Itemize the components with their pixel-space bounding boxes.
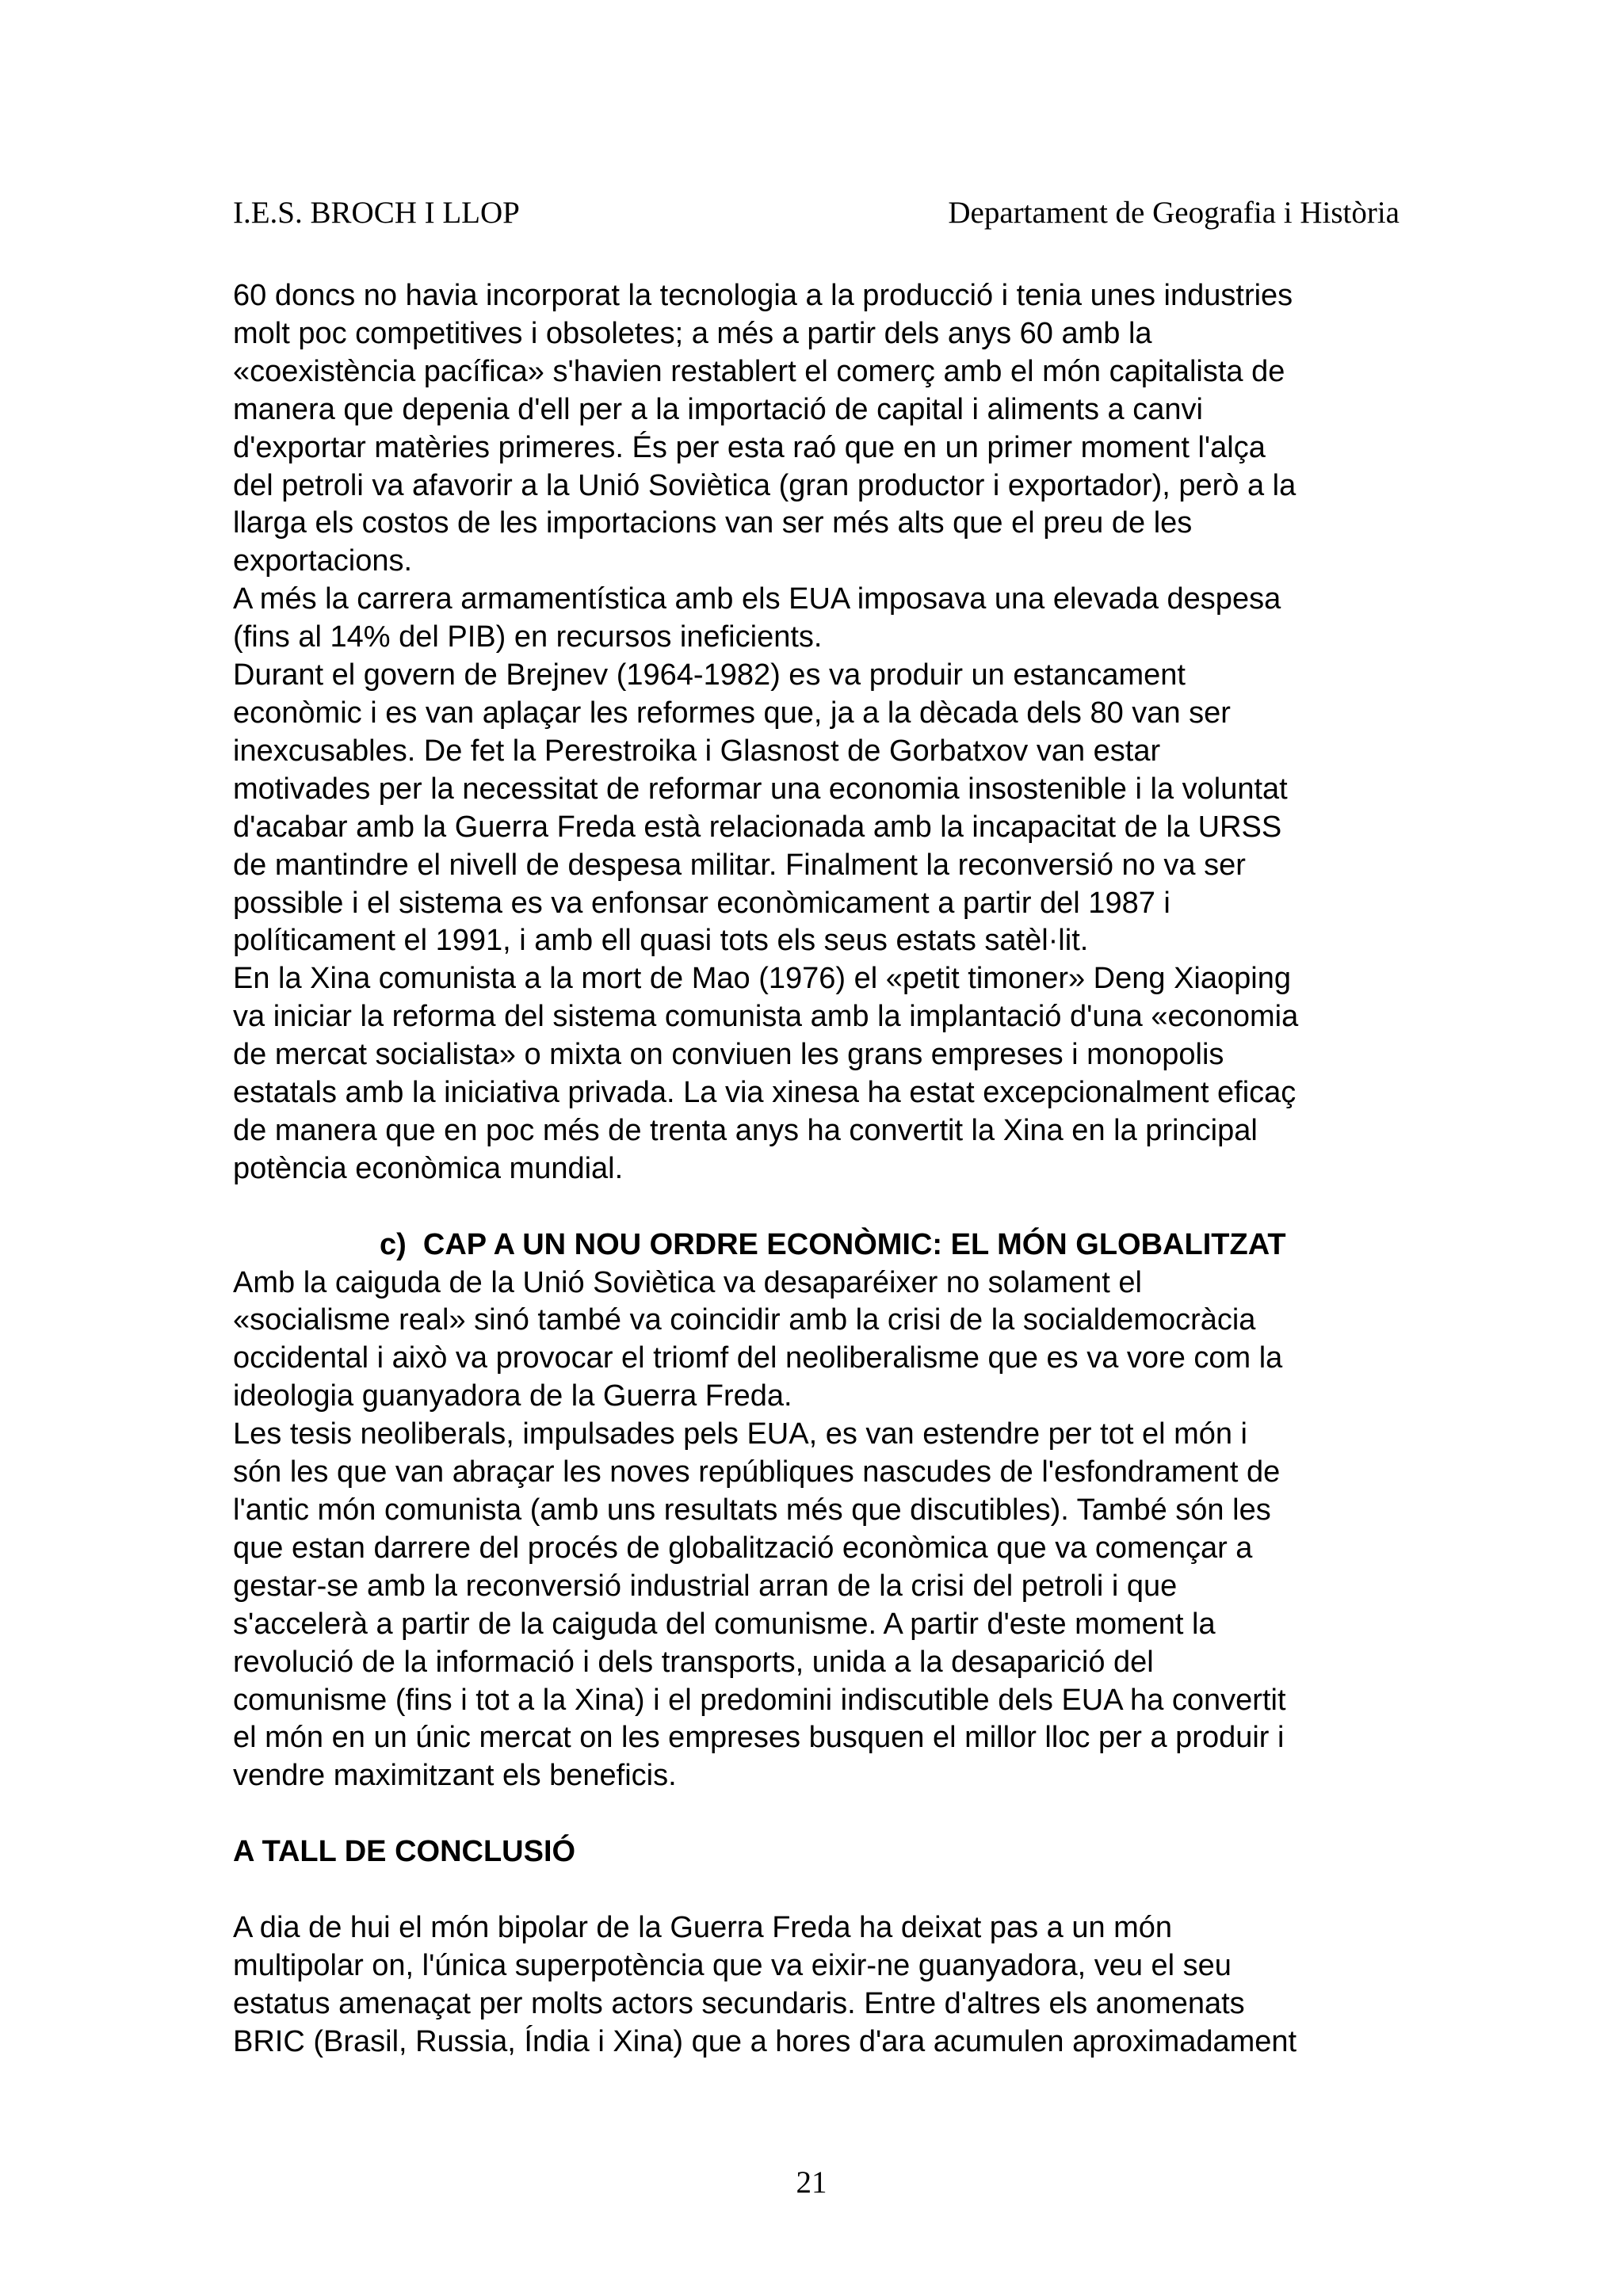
text-line: BRIC (Brasil, Russia, Índia i Xina) que a hores d'ara acumulen aproximadament — [233, 2024, 1297, 2058]
text-line: exportacions. — [233, 544, 413, 578]
text-line: potència econòmica mundial. — [233, 1151, 624, 1185]
text-line: «socialisme real» sinó també va coincidir amb la crisi de la socialdemocràcia — [233, 1303, 1256, 1337]
conclusion-heading: A TALL DE CONCLUSIÓ — [233, 1835, 576, 1869]
text-line: (fins al 14% del PIB) en recursos ineficients. — [233, 620, 823, 654]
text-line: vendre maximitzant els beneficis. — [233, 1759, 677, 1793]
text-line: ideologia guanyadora de la Guerra Freda. — [233, 1379, 792, 1413]
header-school-name: I.E.S. BROCH I LLOP — [233, 196, 520, 230]
text-line: s'accelerà a partir de la caiguda del comunisme. A partir d'este moment la — [233, 1607, 1216, 1641]
page-header — [233, 193, 1400, 233]
text-line: 60 doncs no havia incorporat la tecnologia a la producció i tenia unes industries — [233, 279, 1293, 312]
text-line: gestar-se amb la reconversió industrial arran de la crisi del petroli i que — [233, 1569, 1178, 1603]
paragraph-gap — [233, 1188, 1414, 1226]
section-heading — [233, 1226, 1414, 1264]
text-line: inexcusables. De fet la Perestroika i Glasnost de Gorbatxov van estar — [233, 734, 1161, 768]
text-line: comunisme (fins i tot a la Xina) i el predomini indiscutible dels EUA ha convertit — [233, 1683, 1286, 1717]
paragraph-gap — [233, 1795, 1414, 1833]
text-line: A dia de hui el món bipolar de la Guerra Freda ha deixat pas a un món — [233, 1910, 1173, 1944]
text-line: En la Xina comunista a la mort de Mao (1976) el «petit timoner» Deng Xiaoping — [233, 962, 1291, 996]
text-line: econòmic i es van aplaçar les reformes que, ja a la dècada dels 80 van ser — [233, 696, 1231, 730]
text-line: l'antic món comunista (amb uns resultats més que discutibles). També són les — [233, 1493, 1271, 1527]
text-line: va iniciar la reforma del sistema comunista amb la implantació d'una «economia — [233, 1000, 1299, 1034]
text-line: molt poc competitives i obsoletes; a més a partir dels anys 60 amb la — [233, 316, 1152, 350]
text-line: de manera que en poc més de trenta anys ha convertit la Xina en la principal — [233, 1113, 1258, 1147]
text-line: A més la carrera armamentística amb els EUA imposava una elevada despesa — [233, 582, 1281, 616]
text-line: «coexistència pacífica» s'havien restablert el comerç amb el món capitalista de — [233, 354, 1285, 388]
header-department-name: Departament de Geografia i Història — [948, 196, 1400, 230]
text-line: revolució de la informació i dels transports, unida a la desaparició del — [233, 1645, 1154, 1679]
text-line: d'acabar amb la Guerra Freda està relacionada amb la incapacitat de la URSS — [233, 810, 1282, 844]
text-line: del petroli va afavorir a la Unió Soviètica (gran productor i exportador), però a la — [233, 468, 1296, 502]
text-line: d'exportar matèries primeres. És per esta raó que en un primer moment l'alça — [233, 430, 1266, 464]
section-heading-title: CAP A UN NOU ORDRE ECONÒMIC: EL MÓN GLOBALITZAT — [422, 1227, 1286, 1261]
text-line: possible i el sistema es va enfonsar econòmicament a partir del 1987 i — [233, 886, 1170, 920]
text-line: políticament el 1991, i amb ell quasi tots els seus estats satèl·lit. — [233, 924, 1089, 958]
paragraph-gap — [233, 1871, 1414, 1909]
document-body — [233, 277, 1414, 2061]
text-line: multipolar on, l'única superpotència que va eixir-ne guanyadora, veu el seu — [233, 1948, 1232, 1982]
text-line: Amb la caiguda de la Unió Soviètica va desaparéixer no solament el — [233, 1265, 1142, 1299]
text-line: són les que van abraçar les noves repúbliques nascudes de l'esfondrament de — [233, 1455, 1281, 1489]
text-line: de mercat socialista» o mixta on conviuen les grans empreses i monopolis — [233, 1038, 1224, 1072]
text-line: motivades per la necessitat de reformar una economia insostenible i la voluntat — [233, 772, 1288, 806]
text-line: el món en un únic mercat on les empreses busquen el millor lloc per a produir i — [233, 1721, 1285, 1755]
text-line: estatals amb la iniciativa privada. La via xinesa ha estat excepcionalment eficaç — [233, 1076, 1296, 1110]
text-line: manera que depenia d'ell per a la importació de capital i aliments a canvi — [233, 392, 1203, 426]
text-line: occidental i això va provocar el triomf del neoliberalisme que es va vore com la — [233, 1341, 1283, 1375]
section-heading-marker: c) — [380, 1227, 407, 1261]
text-line: de mantindre el nivell de despesa militar. Finalment la reconversió no va ser — [233, 848, 1246, 882]
text-line: Durant el govern de Brejnev (1964-1982) es va produir un estancament — [233, 658, 1186, 692]
text-line: llarga els costos de les importacions van ser més alts que el preu de les — [233, 506, 1193, 540]
text-line: que estan darrere del procés de globalització econòmica que va començar a — [233, 1531, 1253, 1565]
text-line: Les tesis neoliberals, impulsades pels EUA, es van estendre per tot el món i — [233, 1417, 1247, 1451]
text-line: estatus amenaçat per molts actors secundaris. Entre d'altres els anomenats — [233, 1986, 1245, 2020]
page-number: 21 — [796, 2165, 827, 2199]
